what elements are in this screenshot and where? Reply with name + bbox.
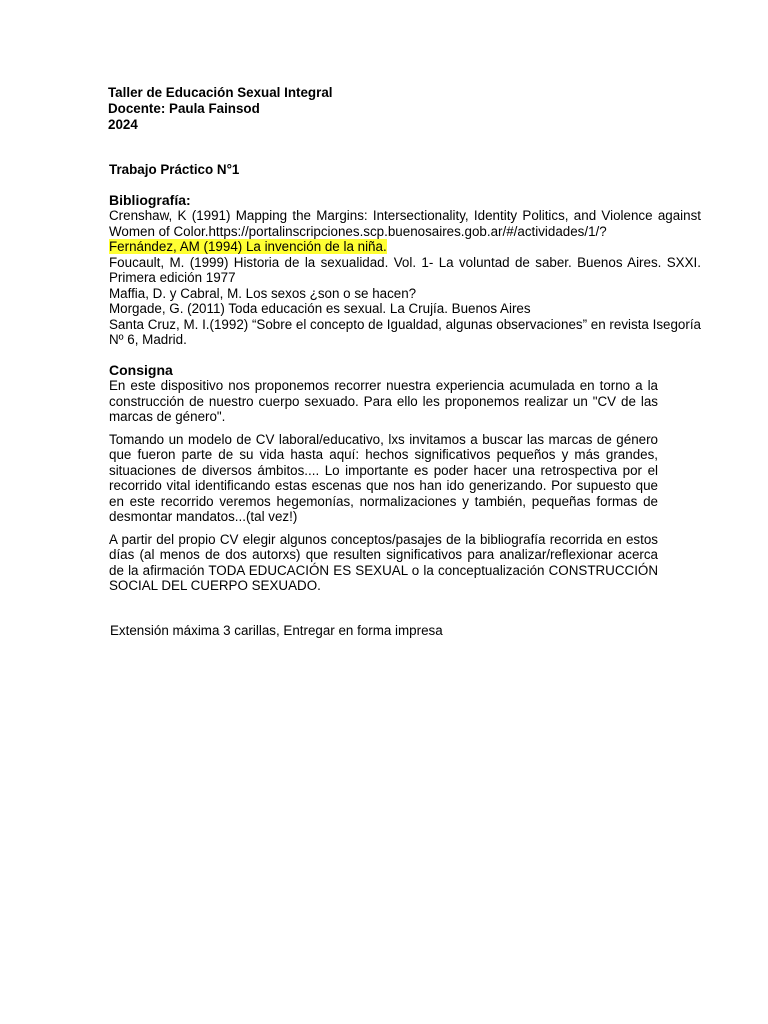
course-year: 2024: [108, 117, 138, 132]
consigna-paragraph-1: En este dispositivo nos proponemos recorrer nuestra experiencia acumulada en torno a la construcción de nuestro cuerpo sexuado. Para ello les proponemos realizar un "CV de las marcas de género".: [109, 378, 658, 424]
bibliography-entry-foucault: Foucault, M. (1999) Historia de la sexualidad. Vol. 1- La voluntad de saber. Buenos Aires. SXXI. Primera edición 1977: [109, 254, 701, 285]
consigna-paragraph-3: A partir del propio CV elegir algunos conceptos/pasajes de la bibliografía recorrida en estos días (al menos de dos autorxs) que resulten significativos para analizar/reflexionar acerca de la afirmación TODA EDUCACIÓN ES SEXUAL o la conceptualización CONSTRUCCIÓN SOCIAL DEL CUERPO SEXUADO.: [109, 531, 658, 593]
bibliography-section: [109, 192, 701, 348]
bibliography-title: Bibliografía:: [109, 192, 191, 208]
document-header: [108, 85, 333, 133]
bibliography-entry-morgade: Morgade, G. (2011) Toda educación es sexual. La Crujía. Buenos Aires: [109, 301, 531, 316]
consigna-section: [109, 362, 658, 601]
bibliography-entry-fernandez: [109, 239, 701, 255]
consigna-paragraph-2: Tomando un modelo de CV laboral/educativo, lxs invitamos a buscar las marcas de género que fueron parte de su vida hasta aquí: hechos significativos pequeños y más grandes, situaciones de diversos ámbitos.... Lo importante es poder hacer una retrospectiva por el recorrido vital identificando estas escenas que nos han ido generizando. Por supuesto que en este recorrido veremos hegemonías, normalizaciones y también, pequeñas formas de desmontar mandatos...(tal vez!): [109, 431, 658, 524]
assignment-title: Trabajo Práctico N°1: [109, 162, 240, 177]
extension-note: Extensión máxima 3 carillas, Entregar en forma impresa: [110, 623, 443, 638]
teacher-name: Docente: Paula Fainsod: [108, 101, 260, 116]
bibliography-entry-santa-cruz: Santa Cruz, M. I.(1992) “Sobre el concepto de Igualdad, algunas observaciones” en revista Isegoría Nº 6, Madrid.: [109, 316, 701, 347]
course-title: Taller de Educación Sexual Integral: [108, 85, 333, 100]
bibliography-entry-maffia: Maffia, D. y Cabral, M. Los sexos ¿son o se hacen?: [109, 285, 417, 301]
highlighted-text: Fernández, AM (1994) La invención de la niña.: [109, 239, 387, 254]
bibliography-entry-crenshaw: Crenshaw, K (1991) Mapping the Margins: Intersectionality, Identity Politics, and Violence against Women of Color.https://portalinscripciones.scp.buenosaires.gob.ar/#/actividades/1/?: [109, 208, 701, 239]
consigna-title: Consigna: [109, 362, 173, 378]
